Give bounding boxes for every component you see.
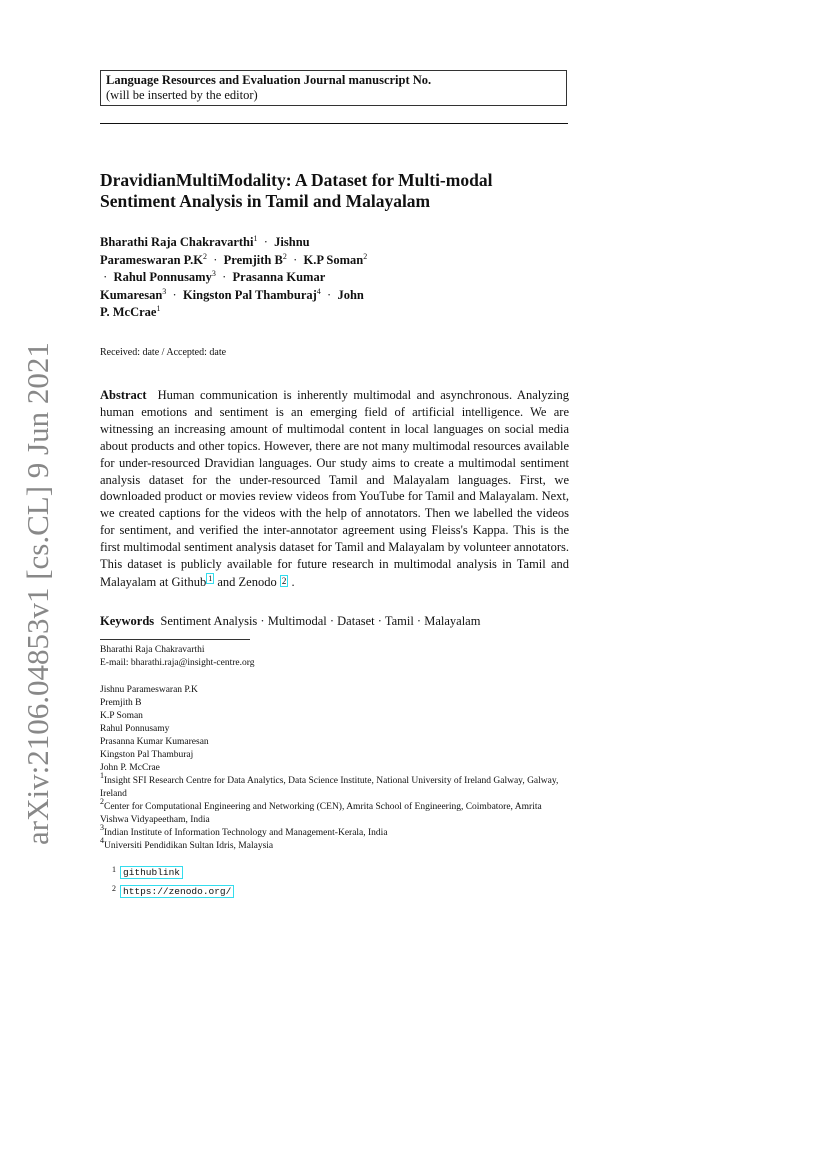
other-author: K.P Soman (100, 711, 143, 721)
abstract-heading: Abstract (100, 388, 147, 402)
title-line-1: DravidianMultiModality: A Dataset for Multi-modal (100, 170, 493, 190)
abstract-text: Human communication is inherently multimodal and asynchronous. Analyzing human emotions and sentiment is an emerging field of artificial intelligence. We are witnessing an increasing amount of multimodal content in local languages on social media about products and other topics. However, there are not many multimodal resources available for under-resourced Dravidian languages. Our study aims to create a multimodal sentiment analysis dataset for the under-resourced Tamil and Malayalam languages. First, we downloaded product or movies review videos from YouTube for Tamil and Malayalam. Next, we created captions for the videos with the help of annotators. Then we labelled the videos for sentiment, and verified the inter-annotator agreement using Fleiss's Kappa. This is the first multimodal sentiment analysis dataset for Tamil and Malayalam by volunteer annotators. This dataset is publicly available for future research in multimodal analysis in Tamil and Malayalam at Github (100, 388, 569, 589)
affiliation (100, 836, 570, 853)
footnote-rule (100, 639, 250, 640)
other-author: Jishnu Parameswaran P.K (100, 685, 198, 695)
correspondence-email[interactable]: E-mail: bharathi.raja@insight-centre.org (100, 658, 255, 668)
other-authors-block (100, 684, 570, 853)
author-affiliation-mark: 1 (156, 304, 161, 313)
footnote-item (100, 881, 400, 900)
arxiv-stamp: arXiv:2106.04853v1 [cs.CL] 9 Jun 2021 (20, 342, 55, 845)
author-name: Rahul Ponnusamy (113, 270, 212, 284)
correspondence-name: Bharathi Raja Chakravarthi (100, 645, 205, 655)
keywords (100, 614, 569, 629)
other-author: Kingston Pal Thamburaj (100, 750, 194, 760)
keywords-heading: Keywords (100, 614, 155, 628)
author-affiliation-mark: 1 (253, 234, 258, 243)
affiliation-text: Universiti Pendidikan Sultan Idris, Malaysia (104, 841, 274, 851)
affiliation-text: Indian Institute of Information Technology and Management-Kerala, India (104, 828, 388, 838)
editor-note: (will be inserted by the editor) (106, 88, 258, 102)
other-author: John P. McCrae (100, 763, 160, 773)
other-author: Premjith B (100, 698, 142, 708)
author-affiliation-mark: 3 (211, 269, 216, 278)
author-name: Jishnu Parameswaran P.K (100, 235, 310, 267)
keywords-text: Sentiment Analysis · Multimodal · Dataset · Tamil · Malayalam (160, 614, 481, 628)
author-affiliation-mark: 4 (316, 286, 321, 296)
affiliation-number: 1 (100, 771, 104, 780)
author-name: Prasanna Kumar Kumaresan (100, 270, 326, 302)
affiliation-number: 3 (100, 823, 104, 832)
header-rule (100, 123, 568, 124)
affiliation-number: 4 (100, 836, 104, 845)
author-affiliation-mark: 2 (363, 251, 368, 261)
author-affiliation-mark: 2 (203, 251, 207, 261)
affiliation-text: Insight SFI Research Centre for Data Analytics, Data Science Institute, National University of Ireland Galway, Galway, Ireland (100, 776, 559, 799)
abstract-end: . (291, 574, 295, 589)
author-name: Premjith B (223, 252, 283, 267)
footnotes (100, 862, 400, 900)
abstract (100, 387, 569, 591)
footnote-link[interactable]: githublink (120, 866, 183, 879)
footnote-link-2[interactable]: 2 (281, 575, 287, 586)
footnote-item (100, 862, 400, 881)
affiliation (100, 797, 570, 827)
title-line-2: Sentiment Analysis in Tamil and Malayalam (100, 191, 431, 211)
author-affiliation-mark: 3 (162, 286, 167, 296)
author-name: K.P Soman (303, 252, 364, 267)
author-list: Bharathi Raja Chakravarthi$^1$ · Jishnu Parameswaran $P.K^2$ · Premjith $B^2 \cdot K.P$ Soman$^2$ · Rahul Ponnusamy$^3$ · Prasanna Kumar Kumaresan$^3$ · Kingston Pal Thamburaj$^4$ · John P. McCrae$^1$ (100, 234, 368, 319)
journal-header-box (100, 70, 567, 106)
other-author: Rahul Ponnusamy (100, 724, 170, 734)
footnote-link[interactable]: https://zenodo.org/ (120, 885, 234, 898)
affiliation-number: 2 (100, 797, 104, 806)
received-date: Received: date / Accepted: date (100, 347, 227, 358)
author-name: Bharathi Raja Chakravarthi (100, 235, 254, 249)
affiliation (100, 823, 570, 840)
author-name: Kingston Pal Thamburaj (182, 287, 317, 302)
paper-title (100, 170, 568, 212)
author-affiliation-mark: 2 (282, 251, 287, 261)
footnote-link-1[interactable]: 1 (208, 573, 213, 583)
footnote-number: 1 (112, 865, 116, 874)
affiliation (100, 771, 570, 801)
abstract-and-zenodo: and Zenodo (217, 574, 277, 589)
correspondence-block (100, 644, 569, 670)
other-author: Prasanna Kumar Kumaresan (100, 737, 209, 747)
journal-name: Language Resources and Evaluation Journal manuscript No. (106, 73, 432, 87)
footnote-number: 2 (112, 884, 116, 893)
author-name: John P. McCrae (100, 287, 364, 319)
affiliation-text: Center for Computational Engineering and Networking (CEN), Amrita School of Engineering, Coimbatore, Amrita Vishwa Vidyapeetham, India (100, 802, 542, 825)
